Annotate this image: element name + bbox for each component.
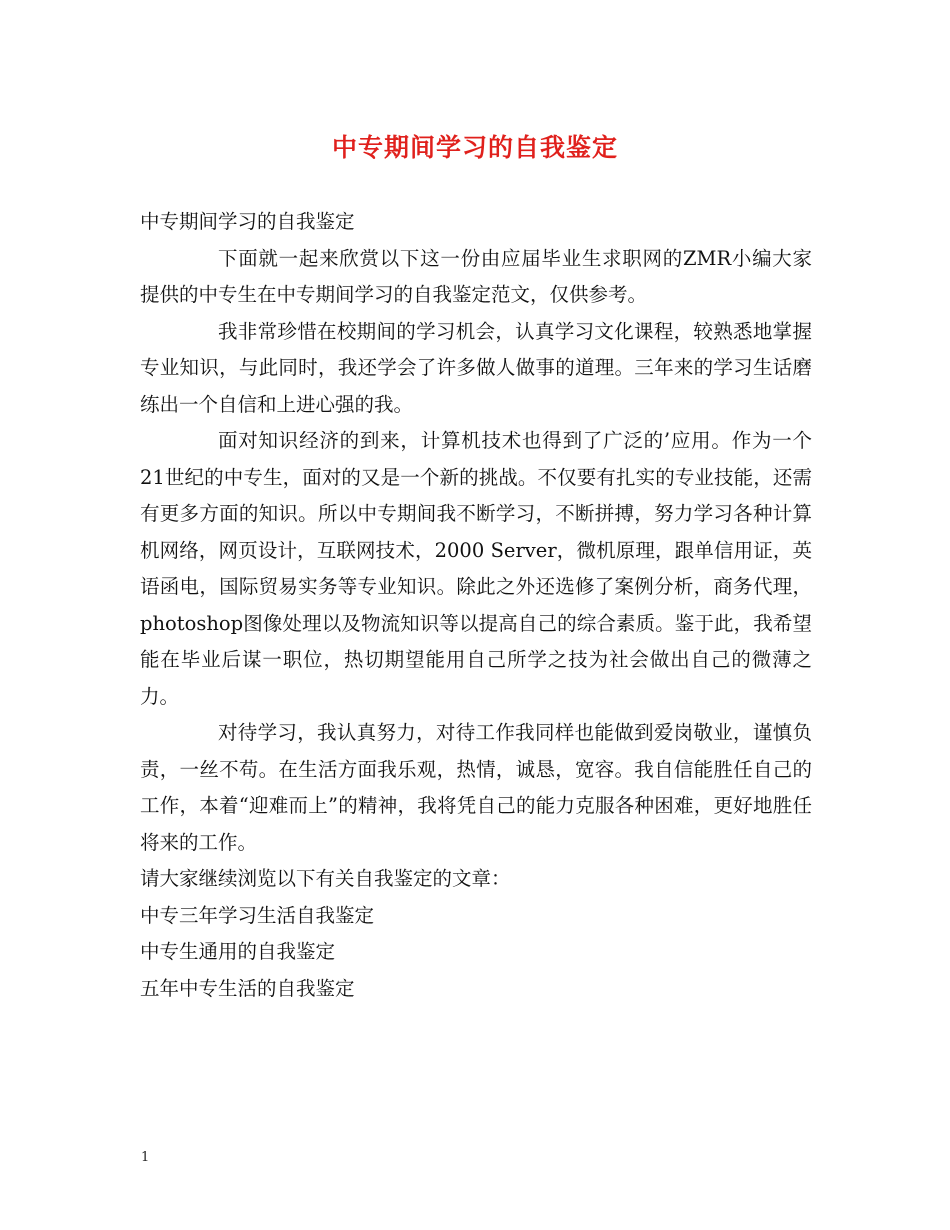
paragraph-attitude: 对待学习，我认真努力，对待工作我同样也能做到爱岗敬业，谨慎负责，一丝不苟。在生活方面我乐观，热情，诚恳，宽容。我自信能胜任自己的工作，本着“迎难而上”的精神，我将凭自己的能力克服各种困难，更好地胜任将来的工作。 bbox=[140, 721, 812, 854]
page-number: 1 bbox=[141, 1150, 150, 1165]
related-intro: 请大家继续浏览以下有关自我鉴定的文章： bbox=[140, 867, 511, 890]
document-subtitle: 中专期间学习的自我鉴定 bbox=[140, 210, 355, 233]
paragraph-intro: 下面就一起来欣赏以下这一份由应届毕业生求职网的ZMR小编大家提供的中专生在中专期间学习的自我鉴定范文，仅供参考。 bbox=[140, 246, 812, 306]
paragraph-skills: 面对知识经济的到来，计算机技术也得到了广泛的’应用。作为一个21世纪的中专生，面对的又是一个新的挑战。不仅要有扎实的专业技能，还需有更多方面的知识。所以中专期间我不断学习，不断拼搏，努力学习各种计算机网络，网页设计，互联网技术，2000 Server，微机原理，跟单信用证，英语函电，国际贸易实务等专业知识。除此之外还选修了案例分析，商务代理，photoshop图像处理以及物流知识等以提高自己的综合素质。鉴于此，我希望能在毕业后谋一职位，热切期望能用自己所学之技为社会做出自己的微薄之力。 bbox=[140, 429, 812, 708]
related-link-3[interactable]: 五年中专生活的自我鉴定 bbox=[140, 976, 355, 1000]
paragraph-study: 我非常珍惜在校期间的学习机会，认真学习文化课程，较熟悉地掌握专业知识，与此同时，我还学会了许多做人做事的道理。三年来的学习生话磨练出一个自信和上进心强的我。 bbox=[140, 319, 812, 416]
related-link-1[interactable]: 中专三年学习生活自我鉴定 bbox=[140, 903, 375, 927]
related-link-2[interactable]: 中专生通用的自我鉴定 bbox=[140, 940, 336, 963]
document-body bbox=[140, 204, 812, 1007]
document-title: 中专期间学习的自我鉴定 bbox=[331, 133, 618, 162]
